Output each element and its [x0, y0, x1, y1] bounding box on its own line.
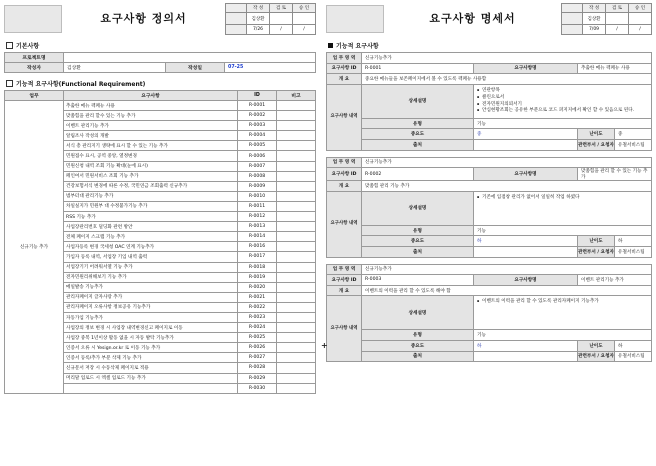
difficulty-value: 하: [615, 236, 652, 247]
type-value: 기능: [474, 118, 652, 129]
requirement-id: R-0020: [238, 282, 277, 292]
source-label: 출처: [362, 139, 474, 150]
requirement-note: [277, 252, 316, 262]
requirement-text: 신규문서 저장 시 수동삭제 페이지로 적용: [64, 363, 238, 373]
source-value: [474, 351, 578, 362]
approval-header-2: 승 인: [293, 4, 316, 13]
section-func-req-title: 기능적 요구사항: [336, 43, 379, 50]
detail-bullet: ▪ 기존에 입점창 관리가 없어서 일일히 작업 하였다: [477, 195, 651, 202]
requirement-text: 건강보험서식 변경에 따른 수정, 국민연금 조회출력 신규추가: [64, 181, 238, 191]
req-id-value: R-0002: [362, 168, 474, 181]
filled-square-bullet-icon: [328, 43, 333, 48]
priority-value: 하: [474, 340, 578, 351]
source-label: 출처: [362, 246, 474, 257]
col-requirement: 요구사항: [64, 91, 238, 101]
requirement-note: [277, 383, 316, 393]
col-note: 비고: [277, 91, 316, 101]
requirement-note: [277, 161, 316, 171]
type-value: 기능: [474, 225, 652, 236]
requirement-text: 머리말 업로드 시 엑셀 업로드 기능 추가: [64, 373, 238, 383]
requirement-text: 전체 페이지 스크랩 기능 추가: [64, 232, 238, 242]
col-id: ID: [238, 91, 277, 101]
approval-header-r1: 검 토: [606, 4, 629, 13]
requirement-id: R-0021: [238, 292, 277, 302]
requirement-note: [277, 363, 316, 373]
approval-cell-review-r: [606, 13, 629, 25]
spec-block: [326, 157, 652, 258]
req-id-value: R-0003: [362, 275, 474, 286]
write-date-value: 07-25: [225, 63, 316, 73]
requirement-text: 사업장관리번호 딜딩화 관련 방안: [64, 222, 238, 232]
requirement-text: 민원접수 표시, 공역 중앙, 열정변경: [64, 151, 238, 161]
requirement-note: [277, 242, 316, 252]
write-date-label: 작성일: [166, 63, 225, 73]
page-title-right: 요구사항 명세서: [429, 12, 516, 25]
spec-block: [326, 264, 652, 363]
table-row: [5, 101, 316, 111]
approval-cell-name-r: 김상환: [583, 13, 606, 25]
difficulty-label: 난이도: [578, 340, 615, 351]
priority-value: 중: [474, 129, 578, 140]
task-value: 신규기능추가: [362, 264, 652, 275]
priority-label: 중요도: [362, 129, 474, 140]
requirement-note: [277, 201, 316, 211]
section-func-req-heading: [328, 41, 652, 50]
requirement-id: R-0022: [238, 302, 277, 312]
task-label: 업 무 영 역: [327, 157, 362, 168]
req-name-value: 이벤트 관리기능 추가: [578, 275, 652, 286]
requirement-id: R-0018: [238, 262, 277, 272]
difficulty-value: 하: [615, 340, 652, 351]
square-bullet-icon-2: [6, 80, 13, 87]
project-name-value: [64, 53, 316, 63]
source-person-label: 관련부서 / 요청자: [578, 351, 615, 362]
detail-label: 상세설명: [362, 296, 474, 330]
requirement-note: [277, 262, 316, 272]
source-value: [474, 246, 578, 257]
source-label: 출처: [362, 351, 474, 362]
type-value: 기능: [474, 330, 652, 341]
difficulty-label: 난이도: [578, 129, 615, 140]
requirement-text: 관리자페이지 오류사항 정보공유 기능추가: [64, 302, 238, 312]
approval-cell-review: [270, 13, 293, 25]
requirement-note: [277, 111, 316, 121]
requirement-note: [277, 232, 316, 242]
requirement-note: [277, 353, 316, 363]
requirement-id: R-0010: [238, 191, 277, 201]
requirement-id: R-0012: [238, 212, 277, 222]
approval-cell-approve: [293, 13, 316, 25]
company-logo-right: [326, 5, 384, 33]
requirement-text: 추출한 메뉴 펙페뉴 사용: [64, 101, 238, 111]
requirement-id: R-0008: [238, 171, 277, 181]
requirement-note: [277, 373, 316, 383]
type-label: 유형: [362, 118, 474, 129]
requirement-text: 범부터대 관리기능 추가: [64, 191, 238, 201]
requirement-id: R-0019: [238, 272, 277, 282]
approval-header-r0: 작 성: [583, 4, 606, 13]
summary-value: 이벤트의 이력을 관리 할 수 있도록 해야 함: [362, 285, 652, 296]
req-name-label: 요구사항명: [474, 275, 578, 286]
task-group-cell: 신규기능 추가: [5, 101, 64, 394]
difficulty-value: 중: [615, 129, 652, 140]
summary-label: 개 요: [327, 74, 362, 85]
requirement-text: 이벤트 관리기능 추가: [64, 121, 238, 131]
requirements-table: [4, 90, 316, 394]
author-label: 작성자: [5, 63, 64, 73]
requirement-text: 사업장 중복 1년이상 활동 없을 시 자동 발탁 기능추가: [64, 333, 238, 343]
requirement-text: 사업장의 정보 변경 시 사업장 내역변경신고 페이지로 이동: [64, 323, 238, 333]
summary-value: 맞춤힘 관리 기능 추가: [362, 181, 652, 192]
detail-bullet: ▪ 이벤트의 이력을 관리 할 수 있도록 관리자페이지 기능추가: [477, 299, 651, 306]
requirement-note: [277, 121, 316, 131]
requirement-id: R-0013: [238, 222, 277, 232]
requirement-text: 페인여서 민원서비스 조회 기능 추가: [64, 171, 238, 181]
requirement-text: 차일실지가 민원부 대 수정불가기능 추가: [64, 201, 238, 211]
detail-group-label: 요구사항 내역: [327, 296, 362, 362]
summary-value: 중요한 메뉴들을 보존페이지에서 볼 수 있도록 펙페뉴 사용함: [362, 74, 652, 85]
requirement-id: R-0004: [238, 131, 277, 141]
requirement-id: R-0001: [238, 101, 277, 111]
approval-corner: [226, 4, 247, 13]
detail-label: 상세설명: [362, 84, 474, 118]
requirement-note: [277, 191, 316, 201]
requirement-text: 서업장기기 어려워서열 기능 추가: [64, 262, 238, 272]
source-person-value: 유철서비스팀: [615, 351, 652, 362]
requirement-text: 가입자 등록 내역, 서업장 기입 내역 출력: [64, 252, 238, 262]
requirement-note: [277, 151, 316, 161]
section-functional-title: 기능적 요구사항(Functional Requirement): [16, 81, 146, 88]
right-title-bar: [326, 3, 652, 35]
req-name-value: 추출한 메뉴 펙페뉴 사용: [578, 63, 652, 74]
requirement-id: R-0026: [238, 343, 277, 353]
req-name-value: 맞춤힘을 관리 할 수 있는 기능 추가: [578, 168, 652, 181]
req-id-label: 요구사항 ID: [327, 63, 362, 74]
company-logo: [4, 5, 62, 33]
req-id-value: R-0001: [362, 63, 474, 74]
requirement-id: R-0025: [238, 333, 277, 343]
plus-marker-icon: +: [321, 341, 328, 350]
requirement-id: R-0024: [238, 323, 277, 333]
requirement-id: R-0005: [238, 141, 277, 151]
requirement-text: 민원신청 내역 조회 기능 확대(눈에 표시): [64, 161, 238, 171]
detail-bullet: ▪ 안심현황조회는 공유한 부분으로 코드 퍼지지에서 확인 할 수 있음으로 된다.: [477, 108, 651, 115]
summary-label: 개 요: [327, 285, 362, 296]
square-bullet-icon: [6, 42, 13, 49]
priority-label: 중요도: [362, 340, 474, 351]
requirement-note: [277, 141, 316, 151]
detail-group-label: 요구사항 내역: [327, 84, 362, 150]
detail-value: [474, 296, 652, 330]
approval-header-0: 작 성: [247, 4, 270, 13]
detail-value: [474, 191, 652, 225]
section-functional-heading: [6, 79, 316, 88]
summary-label: 개 요: [327, 181, 362, 192]
req-name-label: 요구사항명: [474, 168, 578, 181]
right-approval-table: [561, 3, 652, 35]
requirement-text: [64, 383, 238, 393]
requirement-text: 전자민원리위해보기 기능 추가: [64, 272, 238, 282]
requirement-id: R-0030: [238, 383, 277, 393]
task-label: 업 무 영 역: [327, 53, 362, 64]
requirement-id: R-0011: [238, 201, 277, 211]
source-value: [474, 139, 578, 150]
requirement-text: 사업자등록 변경 국세청 OAC 연계 기능추가: [64, 242, 238, 252]
approval-cell-slash-r2: /: [629, 25, 652, 35]
author-value: 김상환: [64, 63, 166, 73]
requirement-note: [277, 272, 316, 282]
requirement-id: R-0016: [238, 242, 277, 252]
req-id-label: 요구사항 ID: [327, 275, 362, 286]
requirement-text: 인증서 등록/추가 부분 삭제 기능 추가: [64, 353, 238, 363]
requirement-text: 메일발송 기능추가: [64, 282, 238, 292]
approval-cell-date-r: 7/09: [583, 25, 606, 35]
requirement-id: R-0002: [238, 111, 277, 121]
requirement-id: R-0007: [238, 161, 277, 171]
approval-cell-slash-1: /: [270, 25, 293, 35]
priority-value: 하: [474, 236, 578, 247]
requirement-note: [277, 312, 316, 322]
requirements-definition-document: [4, 3, 316, 394]
col-task: 업무: [5, 91, 64, 101]
requirement-id: R-0003: [238, 121, 277, 131]
requirement-note: [277, 171, 316, 181]
detail-bullet: ▪ 클린으로서: [477, 95, 651, 102]
detail-bullet: ▪ 연관항목: [477, 88, 651, 95]
task-value: 신규기능추가: [362, 157, 652, 168]
requirement-id: R-0027: [238, 353, 277, 363]
source-person-value: 유철서비스팀: [615, 139, 652, 150]
approval-cell-date: 7/26: [247, 25, 270, 35]
left-title-bar: [4, 3, 316, 35]
approval-cell-approve-r: [629, 13, 652, 25]
requirement-note: [277, 333, 316, 343]
source-person-value: 유철서비스팀: [615, 246, 652, 257]
approval-row-label-1: [226, 25, 247, 35]
requirement-id: R-0017: [238, 252, 277, 262]
requirement-id: R-0009: [238, 181, 277, 191]
left-approval-table: [225, 3, 316, 35]
requirement-note: [277, 222, 316, 232]
source-person-label: 관련부서 / 요청자: [578, 246, 615, 257]
requirement-note: [277, 292, 316, 302]
requirement-note: [277, 343, 316, 353]
requirement-id: R-0029: [238, 373, 277, 383]
requirement-note: [277, 131, 316, 141]
requirement-text: 관리자페이지 글자사랑 추가: [64, 292, 238, 302]
detail-group-label: 요구사항 내역: [327, 191, 362, 257]
requirement-note: [277, 181, 316, 191]
approval-cell-slash-2: /: [293, 25, 316, 35]
approval-row-label-r0: [562, 13, 583, 25]
requirement-id: R-0006: [238, 151, 277, 161]
approval-row-label-0: [226, 13, 247, 25]
requirement-note: [277, 212, 316, 222]
approval-row-label-r1: [562, 25, 583, 35]
priority-label: 중요도: [362, 236, 474, 247]
approval-cell-name: 김상환: [247, 13, 270, 25]
task-value: 신규기능추가: [362, 53, 652, 64]
requirement-id: R-0023: [238, 312, 277, 322]
approval-corner-right: [562, 4, 583, 13]
detail-bullet: ▪ 전자민원지의뢰서기: [477, 102, 651, 109]
section-basic-heading: [6, 41, 316, 50]
requirement-id: R-0028: [238, 363, 277, 373]
spec-block-list: [326, 52, 652, 362]
requirement-note: [277, 323, 316, 333]
requirement-text: 자동가입 기능추가: [64, 312, 238, 322]
requirement-id: R-0014: [238, 232, 277, 242]
approval-cell-slash-r1: /: [606, 25, 629, 35]
requirement-text: 서식 총 관리지기 생략에 표시 할 수 있는 기능 추가: [64, 141, 238, 151]
requirements-specification-document: [326, 3, 652, 368]
difficulty-label: 난이도: [578, 236, 615, 247]
approval-header-1: 검 토: [270, 4, 293, 13]
requirement-text: 알림조사 작성의 개발: [64, 131, 238, 141]
basic-info-table: [4, 52, 316, 73]
detail-value: [474, 84, 652, 118]
approval-header-r2: 승 인: [629, 4, 652, 13]
requirement-note: [277, 302, 316, 312]
requirement-note: [277, 282, 316, 292]
type-label: 유형: [362, 225, 474, 236]
type-label: 유형: [362, 330, 474, 341]
project-name-label: 프로젝트명: [5, 53, 64, 63]
source-person-label: 관련부서 / 요청자: [578, 139, 615, 150]
requirement-text: RSS 기능 추가: [64, 212, 238, 222]
requirement-text: 인증서 오류 시 Yesign.or.kr 로 이동 기능 추가: [64, 343, 238, 353]
detail-label: 상세설명: [362, 191, 474, 225]
section-basic-title: 기본사항: [16, 43, 40, 50]
requirement-note: [277, 101, 316, 111]
req-id-label: 요구사항 ID: [327, 168, 362, 181]
spec-block: [326, 52, 652, 151]
task-label: 업 무 영 역: [327, 264, 362, 275]
req-name-label: 요구사항명: [474, 63, 578, 74]
requirement-text: 맞춤힘을 관리 할수 있는 기능 추가: [64, 111, 238, 121]
page-title: 요구사항 정의서: [100, 12, 187, 25]
